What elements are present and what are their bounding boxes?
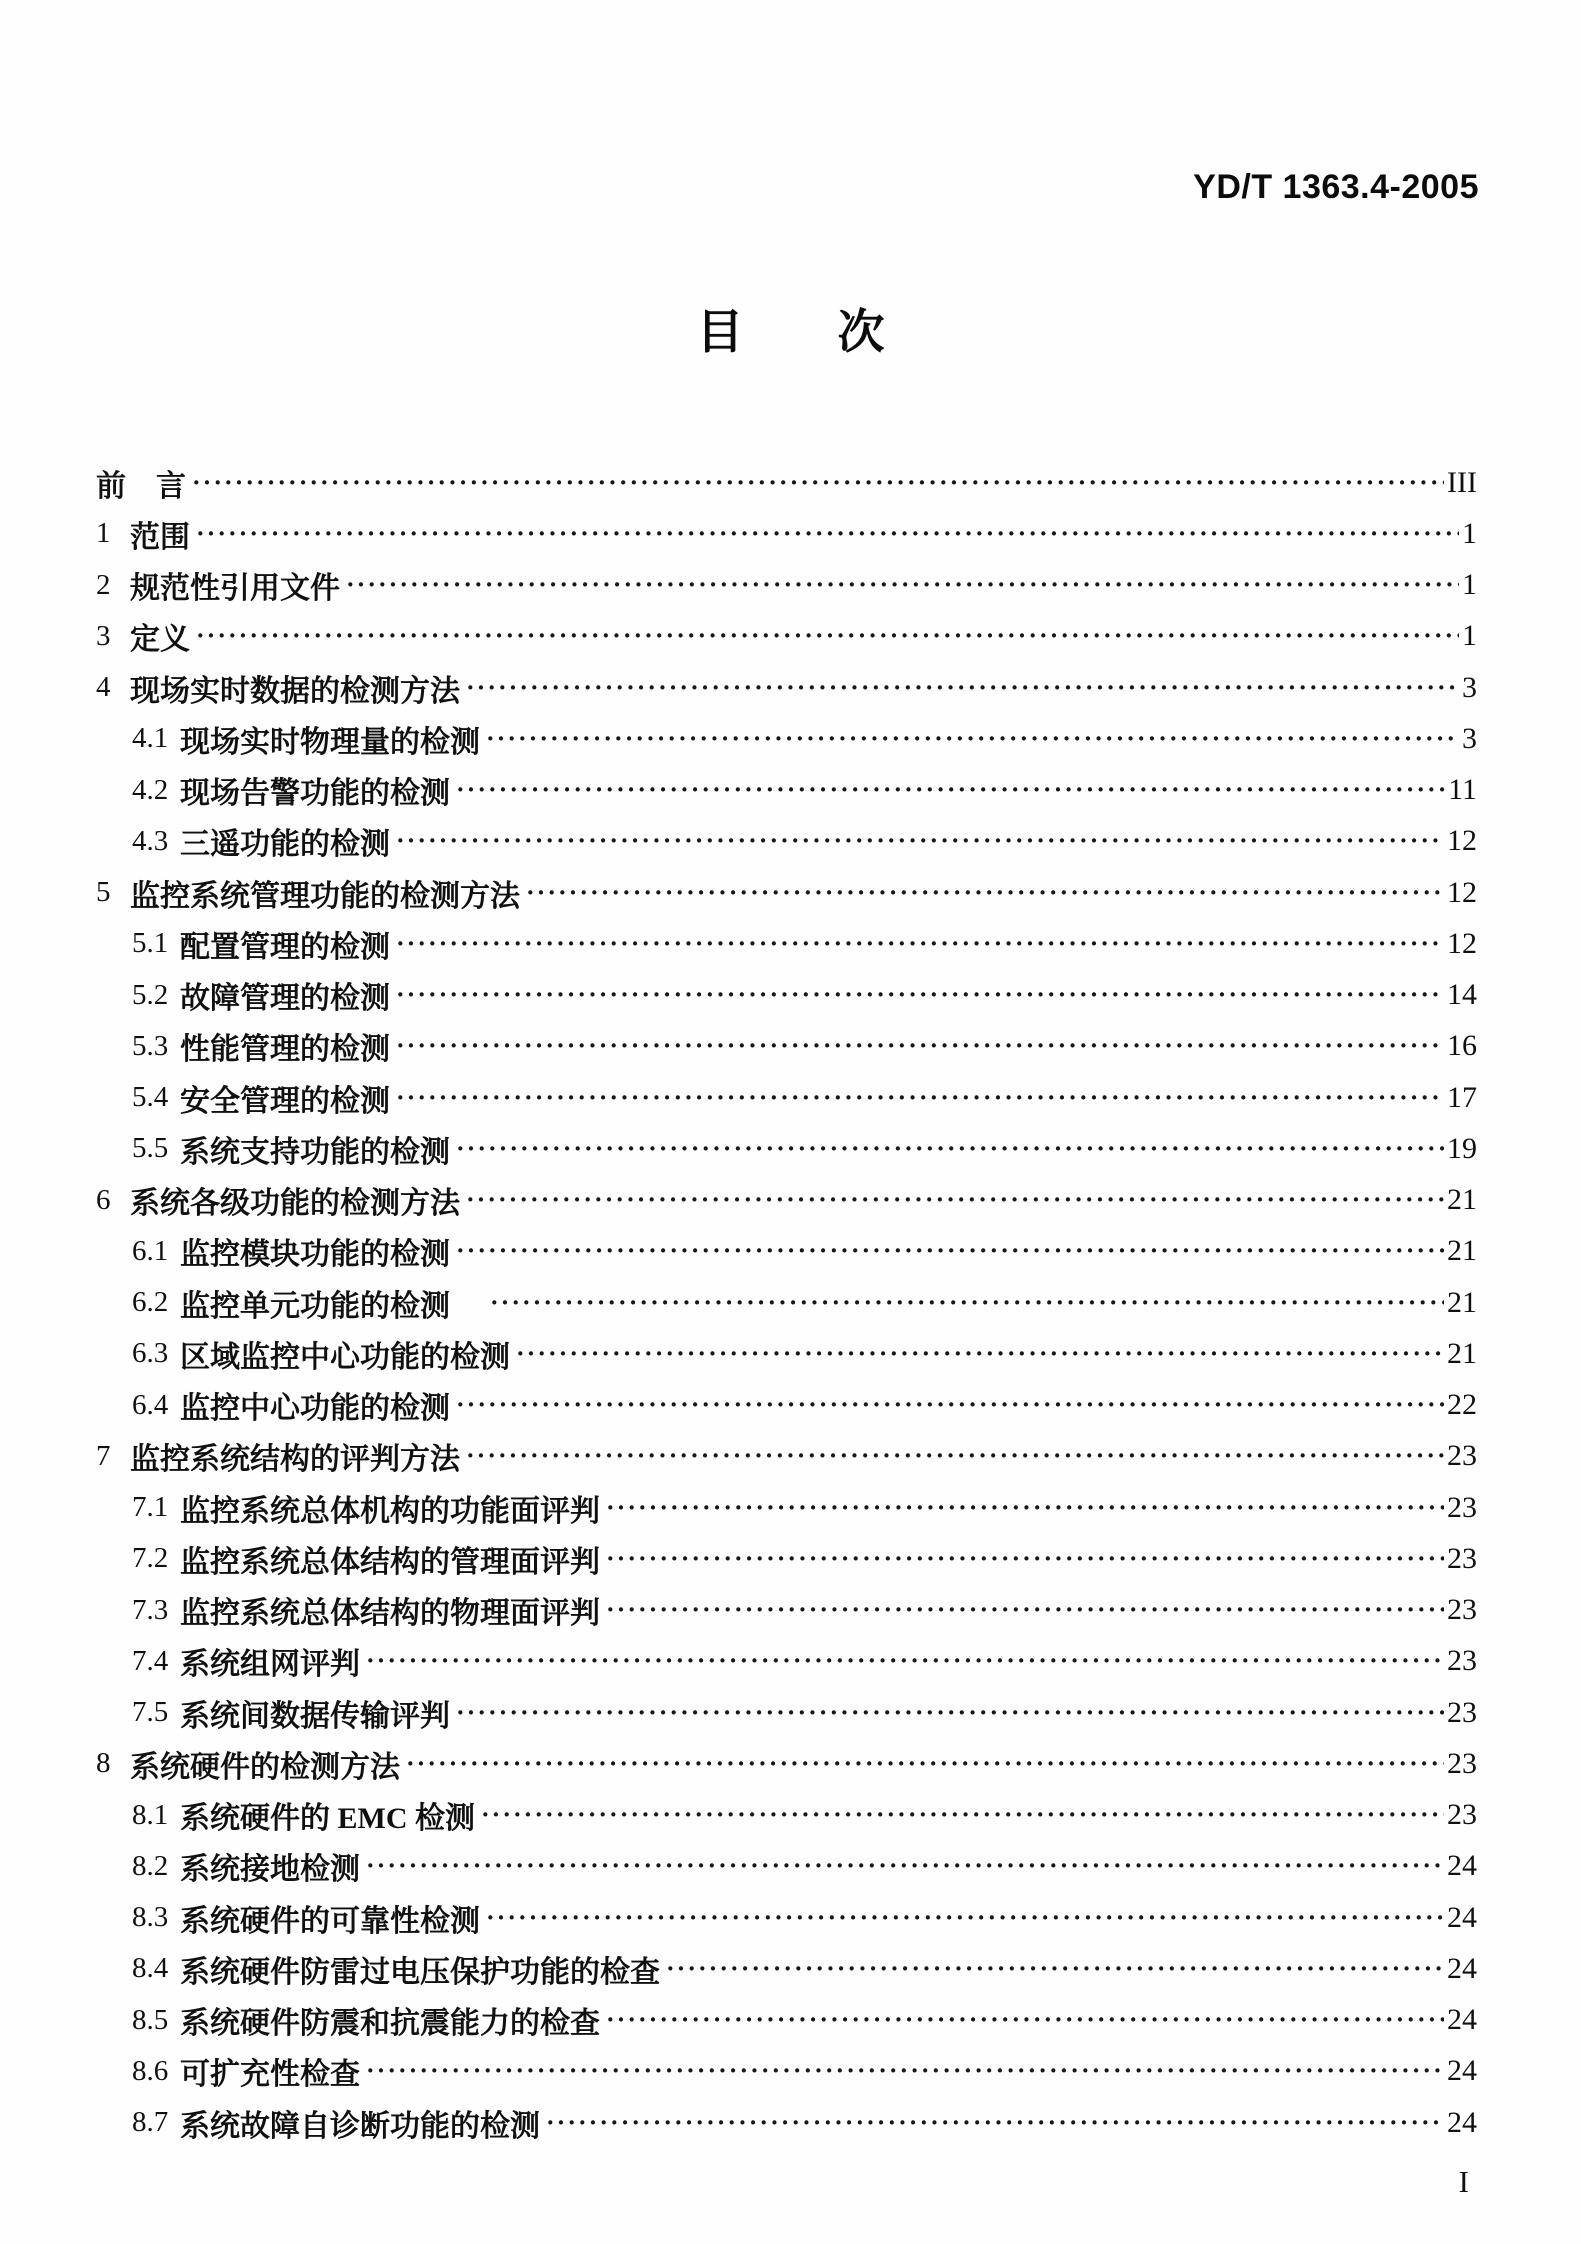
toc-entry (96, 1175, 1477, 1226)
toc-entry (96, 970, 1477, 1021)
toc-entry-label: 配置管理的检测 (180, 930, 390, 964)
toc-leader-dots (396, 1085, 1444, 1111)
toc-entry (96, 1841, 1477, 1892)
toc-entry-number: 8.6 (132, 2054, 169, 2087)
toc-entry (96, 457, 1477, 508)
toc-leader-dots (366, 1648, 1444, 1674)
toc-entry (96, 1277, 1477, 1328)
toc-entry (96, 1738, 1477, 1789)
toc-entry (96, 1431, 1477, 1482)
toc-entry-label: 监控系统总体机构的功能面评判 (180, 1494, 600, 1528)
toc-entry (96, 1072, 1477, 1123)
toc-entry-page: 23 (1447, 1490, 1477, 1524)
toc-entry (96, 1790, 1477, 1841)
toc-entry-number: 4.1 (132, 722, 169, 755)
toc-entry-label: 系统组网评判 (180, 1648, 360, 1682)
toc-entry-number: 5.1 (132, 927, 169, 960)
toc-leader-dots (516, 1341, 1444, 1367)
toc-entry-page: 24 (1447, 2003, 1477, 2037)
toc-leader-dots (196, 623, 1459, 649)
toc-entry-number: 5.4 (132, 1081, 169, 1114)
toc-entry (96, 2097, 1477, 2148)
toc-entry-label: 监控系统管理功能的检测方法 (130, 879, 520, 913)
toc-entry-page: 17 (1447, 1080, 1477, 1114)
toc-leader-dots (606, 1495, 1444, 1521)
toc-entry-label: 区域监控中心功能的检测 (180, 1340, 510, 1374)
toc-entry-page: 21 (1447, 1183, 1477, 1217)
toc-entry (96, 867, 1477, 918)
toc-entry-number: 4.2 (132, 773, 169, 806)
toc-leader-dots (466, 1187, 1444, 1213)
toc-leader-dots (366, 2058, 1444, 2084)
toc-leader-dots (486, 1905, 1444, 1931)
toc-entry (96, 1328, 1477, 1379)
toc-entry-label: 系统故障自诊断功能的检测 (180, 2109, 540, 2143)
toc-entry-number: 8.4 (132, 1952, 169, 1985)
toc-leader-dots (546, 2110, 1444, 2136)
toc-entry-page: 23 (1447, 1439, 1477, 1473)
toc-entry (96, 560, 1477, 611)
toc-entry-number: 8.3 (132, 1901, 169, 1934)
toc-entry-page: 1 (1462, 568, 1477, 602)
toc-entry-label: 规范性引用文件 (130, 572, 340, 606)
page-title: 目 次 (696, 305, 885, 360)
toc-entry-page: 16 (1447, 1029, 1477, 1063)
toc-leader-dots (606, 1597, 1444, 1623)
toc-entry-page: 3 (1462, 721, 1477, 755)
toc-entry-page: 11 (1448, 773, 1477, 807)
toc-entry-page: 23 (1447, 1593, 1477, 1627)
toc-leader-dots (456, 1238, 1444, 1264)
toc-leader-dots (486, 726, 1459, 752)
toc-leader-dots (346, 572, 1459, 598)
toc-entry-page: 24 (1447, 2054, 1477, 2088)
toc-entry-page: 24 (1447, 2105, 1477, 2139)
toc-entry-page: 21 (1447, 1285, 1477, 1319)
toc-entry-label: 定义 (130, 623, 190, 657)
toc-leader-dots (396, 828, 1444, 854)
toc-entry-page: 21 (1447, 1234, 1477, 1268)
toc-entry (96, 713, 1477, 764)
toc-entry-label: 可扩充性检查 (180, 2058, 360, 2092)
toc-entry (96, 1123, 1477, 1174)
toc-entry-label: 监控单元功能的检测 (180, 1289, 450, 1323)
folio-page-number: I (1458, 2164, 1469, 2199)
toc-entry-label: 系统硬件的 EMC 检测 (180, 1802, 475, 1836)
toc-leader-dots (196, 521, 1459, 547)
toc-entry-number: 6.1 (132, 1234, 169, 1267)
toc-leader-dots (606, 1546, 1444, 1572)
toc-entry-number: 1 (96, 517, 111, 550)
toc-entry-label: 监控系统总体结构的管理面评判 (180, 1545, 600, 1579)
toc-leader-dots (481, 1802, 1444, 1828)
toc-entry (96, 1585, 1477, 1636)
toc-entry-number: 6.2 (132, 1286, 169, 1319)
toc-entry-label: 系统硬件防雷过电压保护功能的检查 (180, 1955, 660, 1989)
toc-entry-label: 现场实时数据的检测方法 (130, 674, 460, 708)
toc-entry-number: 7.2 (132, 1542, 169, 1575)
toc-entry-label: 系统硬件的检测方法 (130, 1750, 400, 1784)
toc-entry-number: 7.3 (132, 1593, 169, 1626)
doc-number: YD/T 1363.4-2005 (1193, 168, 1479, 206)
toc-leader-dots (456, 1290, 1444, 1316)
toc-leader-dots (406, 1751, 1444, 1777)
toc-leader-dots (526, 880, 1444, 906)
toc-entry-number: 4.3 (132, 824, 169, 857)
toc-leader-dots (666, 1956, 1444, 1982)
toc-leader-dots (366, 1853, 1444, 1879)
toc-entry-label: 现场实时物理量的检测 (180, 725, 480, 759)
toc-entry (96, 765, 1477, 816)
toc-leader-dots (456, 777, 1445, 803)
toc-entry-page: 24 (1447, 1849, 1477, 1883)
toc-entry-number: 7.4 (132, 1644, 169, 1677)
toc-entry-label: 现场告警功能的检测 (180, 777, 450, 811)
toc-entry-label: 系统硬件防震和抗震能力的检查 (180, 2007, 600, 2041)
toc-entry-label: 系统各级功能的检测方法 (130, 1187, 460, 1221)
toc-entry-number: 5.3 (132, 1029, 169, 1062)
toc-entry-label: 监控中心功能的检测 (180, 1392, 450, 1426)
toc-entry (96, 1995, 1477, 2046)
toc-entry-number: 8.2 (132, 1849, 169, 1882)
toc-entry-number: 8.5 (132, 2003, 169, 2036)
toc-leader-dots (456, 1700, 1444, 1726)
toc-entry (96, 611, 1477, 662)
toc-entry-label: 系统支持功能的检测 (180, 1135, 450, 1169)
toc-entry-page: 19 (1447, 1131, 1477, 1165)
toc-entry-page: 14 (1447, 978, 1477, 1012)
toc-entry-number: 7 (96, 1439, 111, 1472)
toc-entry (96, 1380, 1477, 1431)
toc-entry-page: 23 (1447, 1798, 1477, 1832)
toc-entry-label: 范围 (130, 520, 190, 554)
toc-entry-page: 12 (1447, 824, 1477, 858)
toc-entry (96, 918, 1477, 969)
toc-entry-number: 3 (96, 619, 111, 652)
toc-entry-label: 系统间数据传输评判 (180, 1699, 450, 1733)
toc-entry-number: 5.5 (132, 1132, 169, 1165)
toc-entry-label: 监控模块功能的检测 (180, 1238, 450, 1272)
toc-entry-number: 5.2 (132, 978, 169, 1011)
toc-entry-number: 6.4 (132, 1388, 169, 1421)
toc-entry-page: 1 (1462, 619, 1477, 653)
toc-entry-label: 三遥功能的检测 (180, 828, 390, 862)
toc-entry (96, 508, 1477, 559)
toc-entry-number: 7.5 (132, 1696, 169, 1729)
toc-entry-page: 24 (1447, 1951, 1477, 1985)
toc-entry-page: 12 (1447, 926, 1477, 960)
toc-entry-page: 23 (1447, 1695, 1477, 1729)
toc-entry-number: 6 (96, 1183, 111, 1216)
toc-leader-dots (456, 1392, 1444, 1418)
toc-leader-dots (466, 675, 1459, 701)
toc-list (96, 457, 1477, 2148)
toc-entry (96, 1226, 1477, 1277)
toc-entry (96, 1687, 1477, 1738)
toc-leader-dots (396, 982, 1444, 1008)
toc-leader-dots (192, 470, 1444, 496)
toc-entry-label: 安全管理的检测 (180, 1084, 390, 1118)
toc-entry-number: 5 (96, 876, 111, 909)
toc-entry-label: 监控系统总体结构的物理面评判 (180, 1597, 600, 1631)
toc-entry (96, 1021, 1477, 1072)
toc-entry-page: 3 (1462, 670, 1477, 704)
toc-entry-page: 24 (1447, 1900, 1477, 1934)
toc-entry (96, 816, 1477, 867)
toc-entry-number: 6.3 (132, 1337, 169, 1370)
toc-entry-page: 23 (1447, 1746, 1477, 1780)
toc-leader-dots (456, 1136, 1444, 1162)
toc-entry (96, 1533, 1477, 1584)
toc-entry (96, 1482, 1477, 1533)
toc-entry-label: 前 言 (96, 469, 186, 503)
toc-entry-page: 1 (1462, 516, 1477, 550)
toc-entry-number: 4 (96, 671, 111, 704)
toc-entry-number: 8.7 (132, 2106, 169, 2139)
toc-entry (96, 2046, 1477, 2097)
toc-entry-label: 监控系统结构的评判方法 (130, 1443, 460, 1477)
toc-entry-number: 8 (96, 1747, 111, 1780)
toc-entry-label: 系统接地检测 (180, 1853, 360, 1887)
toc-entry-page: III (1447, 465, 1477, 499)
toc-leader-dots (396, 1033, 1444, 1059)
toc-entry (96, 1636, 1477, 1687)
toc-entry-label: 故障管理的检测 (180, 982, 390, 1016)
toc-leader-dots (466, 1443, 1444, 1469)
toc-entry (96, 1943, 1477, 1994)
toc-entry-label: 性能管理的检测 (180, 1033, 390, 1067)
toc-entry-page: 23 (1447, 1644, 1477, 1678)
toc-entry-page: 23 (1447, 1541, 1477, 1575)
toc-entry-number: 8.1 (132, 1798, 169, 1831)
toc-entry-label: 系统硬件的可靠性检测 (180, 1904, 480, 1938)
toc-entry-page: 21 (1447, 1336, 1477, 1370)
toc-entry-number: 2 (96, 568, 111, 601)
toc-leader-dots (396, 931, 1444, 957)
toc-entry-page: 22 (1447, 1388, 1477, 1422)
toc-leader-dots (606, 2007, 1444, 2033)
toc-entry-page: 12 (1447, 875, 1477, 909)
toc-entry (96, 662, 1477, 713)
toc-entry-number: 7.1 (132, 1491, 169, 1524)
toc-entry (96, 1892, 1477, 1943)
